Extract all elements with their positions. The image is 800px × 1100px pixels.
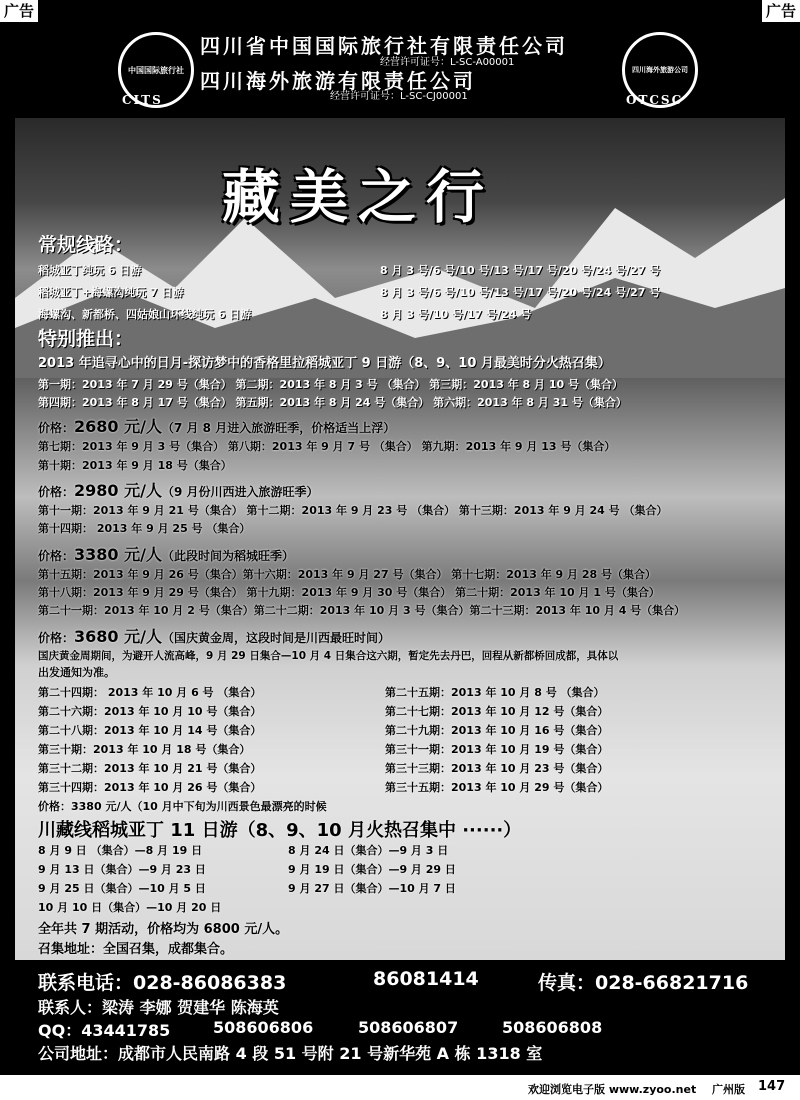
ad-label-right: 广告 <box>762 0 800 22</box>
route-dates: 8 月 3 号/6 号/10 号/13 号/17 号/20 号/24 号/27 号 <box>380 286 661 299</box>
page-number: 147 <box>758 1079 786 1094</box>
tour11-summary: 全年共 7 期活动，价格均为 6800 元/人。 <box>38 922 289 937</box>
contact-phone: 联系电话：028-86086383 <box>38 972 287 994</box>
price-note: （国庆黄金周，这段时间是川西最旺时间） <box>161 631 390 645</box>
tour11-right: 9 月 19 日（集合）—9 月 29 日 <box>288 863 456 876</box>
period-row: 第一期：2013 年 7 月 29 号（集合） 第二期：2013 年 8 月 3 号 （集合） 第三期：2013 年 8 月 10 号（集合） <box>38 378 624 391</box>
company-name-1: 四川省中国国际旅行社有限责任公司 <box>200 34 568 58</box>
tour11-left: 10 月 10 日（集合）—10 月 20 日 <box>38 901 222 914</box>
period-row: 第十期：2013 年 9 月 18 号（集合） <box>38 459 232 472</box>
tour11-right: 8 月 24 日（集合）—9 月 3 日 <box>288 844 449 857</box>
route-name: 稻城亚丁纯玩 6 日游 <box>38 264 142 277</box>
period-row: 第十五期：2013 年 9 月 26 号（集合）第十六期：2013 年 9 月 27 号（集合） 第十七期：2013 年 9 月 28 号（集合） <box>38 568 657 581</box>
route-dates: 8 月 3 号/6 号/10 号/13 号/17 号/20 号/24 号/27 号 <box>380 264 661 277</box>
period-row: 第十一期：2013 年 9 月 21 号（集合） 第十二期：2013 年 9 月 23 号 （集合） 第十三期：2013 年 9 月 24 号 （集合） <box>38 504 668 517</box>
gather-address: 召集地址：全国召集，成都集合。 <box>38 942 234 957</box>
price-note: （此段时间为稻城旺季） <box>161 549 294 563</box>
welcome-text: 欢迎浏览电子版 www.zyoo.net <box>528 1083 697 1096</box>
contact-address: 公司地址：成都市人民南路 4 段 51 号附 21 号新华苑 A 栋 1318 室 <box>38 1044 543 1063</box>
otcsc-caption: OTCSC <box>626 93 684 107</box>
ad-label-left: 广告 <box>0 0 38 22</box>
price-block-4 <box>38 624 390 647</box>
period-row: 第七期：2013 年 9 月 3 号（集合） 第八期：2013 年 9 月 7 号 （集合） 第九期：2013 年 9 月 13 号（集合） <box>38 440 616 453</box>
period-left: 第二十八期：2013 年 10 月 14 号（集合） <box>38 724 262 737</box>
period-left: 第二十六期：2013 年 10 月 10 号（集合） <box>38 705 262 718</box>
period-row: 第二十一期：2013 年 10 月 2 号（集合）第二十二期：2013 年 10 月 3 号（集合）第二十三期：2013 年 10 月 4 号（集合） <box>38 604 686 617</box>
notice-text-2: 出发通知为准。 <box>38 666 115 679</box>
tour11-left: 9 月 25 日（集合）—10 月 5 日 <box>38 882 206 895</box>
route-dates: 8 月 3 号/10 号/17 号/24 号 <box>380 308 532 321</box>
period-right: 第二十七期：2013 年 10 月 12 号（集合） <box>385 705 609 718</box>
contact-qq-3: 508606807 <box>358 1018 459 1037</box>
price-block-2 <box>38 478 319 501</box>
period-row: 第四期：2013 年 8 月 17 号（集合） 第五期：2013 年 8 月 24 号（集合） 第六期：2013 年 8 月 31 号（集合） <box>38 396 627 409</box>
price-label: 价格： <box>38 421 75 435</box>
company-name-2: 四川海外旅游有限责任公司 <box>200 69 476 93</box>
price-value: 2680 元/人 <box>74 417 162 436</box>
price-value: 2980 元/人 <box>74 481 162 500</box>
price-note: （7 月 8 月进入旅游旺季，价格适当上浮） <box>161 421 396 435</box>
price-label: 价格： <box>38 631 75 645</box>
period-row: 第十八期：2013 年 9 月 29 号（集合） 第十九期：2013 年 9 月 30 号（集合） 第二十期：2013 年 10 月 1 号（集合） <box>38 586 660 599</box>
period-right: 第三十三期：2013 年 10 月 23 号（集合） <box>385 762 609 775</box>
contact-fax: 传真：028-66821716 <box>538 972 749 994</box>
tour11-left: 8 月 9 日 （集合）—8 月 19 日 <box>38 844 203 857</box>
price-note-5: 价格：3380 元/人（10 月中下旬为川西景色最漂亮的时候 <box>38 800 327 813</box>
period-right: 第三十一期：2013 年 10 月 19 号（集合） <box>385 743 609 756</box>
period-right: 第三十五期：2013 年 10 月 29 号（集合） <box>385 781 609 794</box>
contact-qq-2: 508606806 <box>213 1018 314 1037</box>
contact-qq-4: 508606808 <box>502 1018 603 1037</box>
special-heading: 特别推出： <box>38 328 134 350</box>
tour11-left: 9 月 13 日（集合）—9 月 23 日 <box>38 863 206 876</box>
period-left: 第三十二期：2013 年 10 月 21 号（集合） <box>38 762 262 775</box>
edition-label: 广州版 <box>712 1083 745 1096</box>
poster-title: 藏美之行 <box>222 163 495 231</box>
price-value: 3380 元/人 <box>74 545 162 564</box>
route-name: 海螺沟、新都桥、四姑娘山环线纯玩 6 日游 <box>38 308 252 321</box>
otcsc-logo-text: 四川海外旅游公司 <box>632 66 688 74</box>
contact-qq-1: QQ：43441785 <box>38 1021 171 1040</box>
special-subtitle: 2013 年追寻心中的日月-探访梦中的香格里拉稻城亚丁 9 日游（8、9、10 月最美时分火热召集） <box>38 356 611 371</box>
notice-text-1: 国庆黄金周期间，为避开人流高峰，9 月 29 日集合—10 月 4 日集合这六期，暂定先去丹巴，回程从新都桥回成都，具体以 <box>38 650 619 662</box>
cits-caption: CITS <box>122 93 163 107</box>
period-right: 第二十五期：2013 年 10 月 8 号 （集合） <box>385 686 605 699</box>
contact-phone-2: 86081414 <box>373 968 479 990</box>
cits-logo-text: 中国国际旅行社 <box>128 65 184 75</box>
price-label: 价格： <box>38 485 75 499</box>
period-left: 第三十四期：2013 年 10 月 26 号（集合） <box>38 781 262 794</box>
price-block-1 <box>38 414 395 437</box>
period-right: 第二十九期：2013 年 10 月 16 号（集合） <box>385 724 609 737</box>
period-left: 第三十期：2013 年 10 月 18 号（集合） <box>38 743 251 756</box>
bottom-bar <box>0 1075 800 1100</box>
route-name: 稻城亚丁+海螺沟纯玩 7 日游 <box>38 286 184 299</box>
contact-people: 联系人：梁涛 李娜 贺建华 陈海英 <box>38 998 279 1017</box>
price-block-3 <box>38 542 294 565</box>
tour11-right: 9 月 27 日（集合）—10 月 7 日 <box>288 882 456 895</box>
regular-heading: 常规线路： <box>38 234 134 256</box>
license-1: 经营许可证号：L-SC-A00001 <box>380 57 515 68</box>
price-value: 3680 元/人 <box>74 627 162 646</box>
price-note: （9 月份川西进入旅游旺季） <box>161 485 319 499</box>
period-row: 第十四期： 2013 年 9 月 25 号 （集合） <box>38 522 251 535</box>
license-2: 经营许可证号：L-SC-CJ00001 <box>330 91 468 102</box>
price-label: 价格： <box>38 549 75 563</box>
period-left: 第二十四期： 2013 年 10 月 6 号 （集合） <box>38 686 262 699</box>
tour11-heading: 川藏线稻城亚丁 11 日游（8、9、10 月火热召集中 ······） <box>38 820 522 841</box>
